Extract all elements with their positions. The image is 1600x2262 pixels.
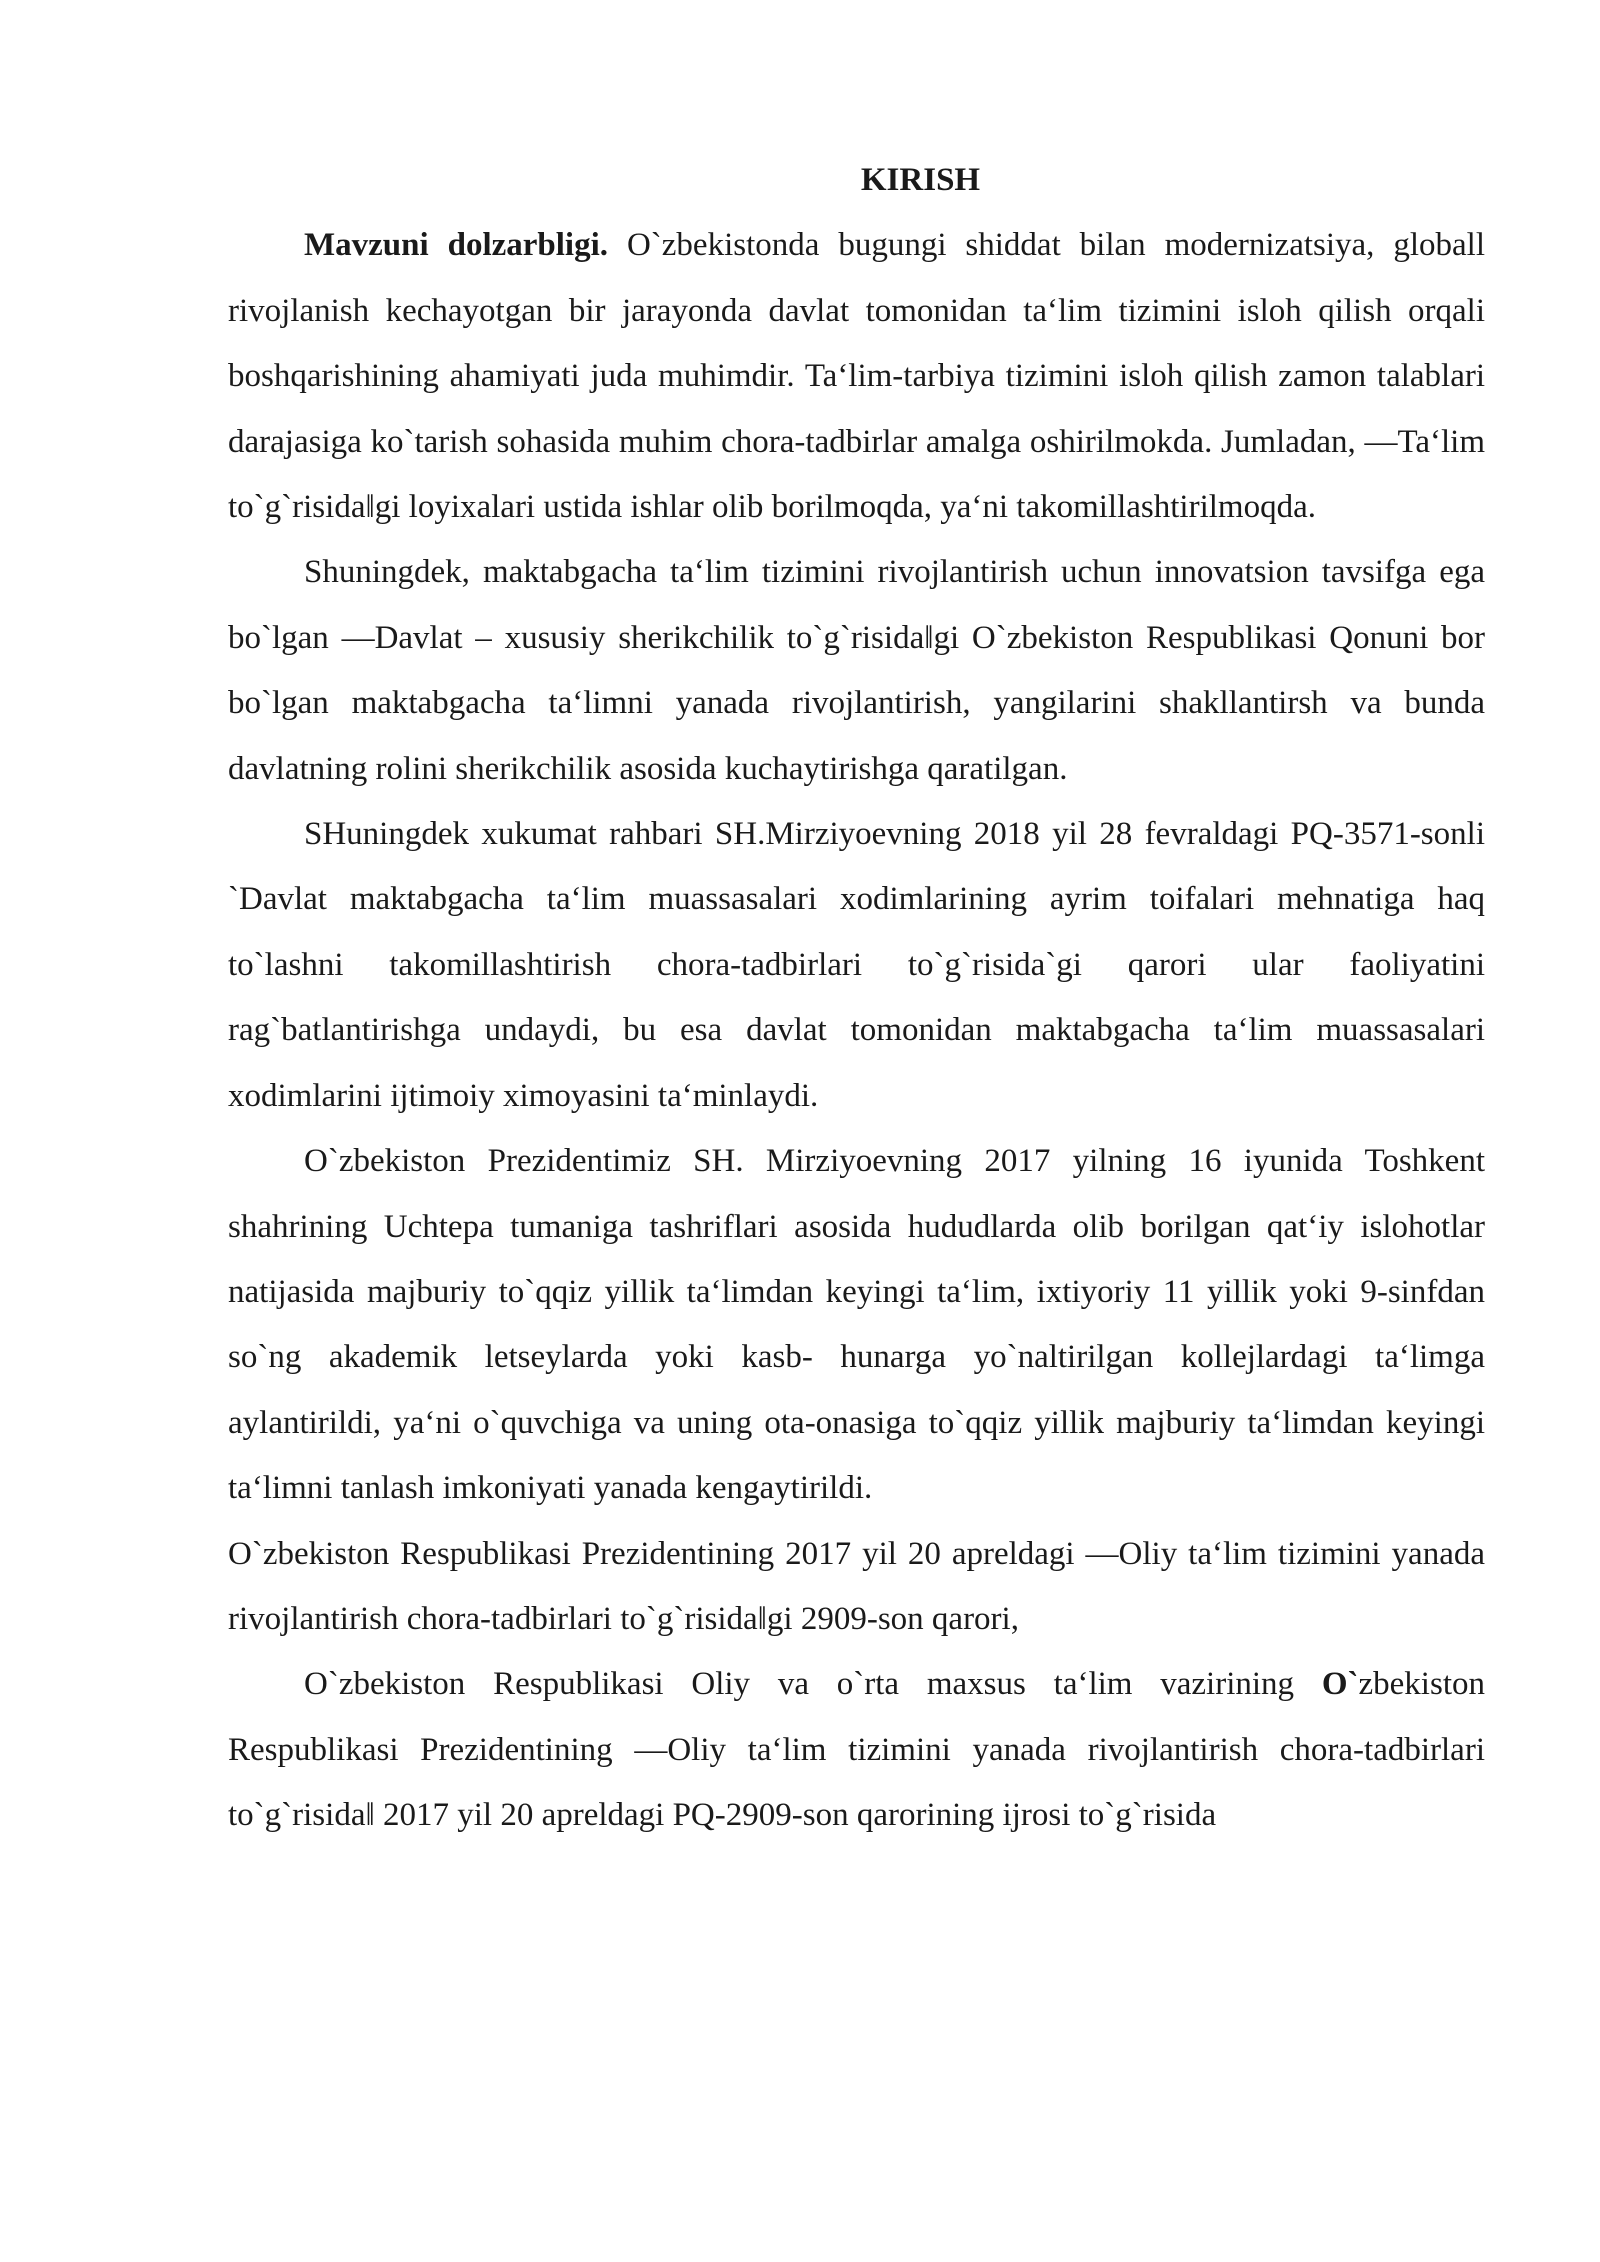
paragraph-partnership-law: Shuningdek, maktabgacha ta‘lim tizimini rivojlantirish uchun innovatsion tavsifga ega bo`lgan ―Davlat – xususiy sherikchilik to`g`risida‖gi O`zbekiston Respublikasi Qonuni bor bo`lgan maktabgacha ta‘limni yanada rivojlantirish, yangilarini shakllantirsh va bunda davlatning rolini sherikchilik asosida kuchaytirishga qaratilgan. [228,554,1485,787]
paragraph-text: O`zbekistonda bugungi shiddat bilan modernizatsiya, globall rivojlanish kechayotgan bir jarayonda davlat tomonidan ta‘lim tizimini isloh qilish orqali boshqarishining ahamiyati juda muhimdir. Ta‘lim-tarbiya tizimini isloh qilish zamon talablari darajasiga ko`tarish sohasida muhim chora-tadbirlar amalga oshirilmokda. Jumladan, ―Ta‘lim to`g`risida‖gi loyixalari ustida ishlar olib borilmoqda, ya‘ni takomillashtirilmoqda. [228,227,1486,526]
paragraph-relevance [228,213,1485,540]
paragraph-lead: Mavzuni dolzarbligi. [304,227,609,264]
paragraph-bold-fragment: O` [1321,1666,1359,1703]
page-title: KIRISH [860,162,981,198]
paragraph-resolution-2909: O`zbekiston Respublikasi Prezidentining 2017 yil 20 apreldagi ―Oliy ta‘lim tizimini yanada rivojlantirish chora-tadbirlari to`g`risida‖gi 2909-son qarori, [228,1535,1485,1637]
document-body [228,148,1485,1849]
paragraph-text: O`zbekiston Respublikasi Oliy va o`rta maxsus ta‘lim vazirining [304,1666,1322,1703]
paragraph-ministry-order [228,1652,1485,1848]
paragraph-education-reforms: O`zbekiston Prezidentimiz SH. Mirziyoevning 2017 yilning 16 iyunida Toshkent shahrining Uchtepa tumaniga tashriflari asosida hududlarda olib borilgan qat‘iy islohotlar natijasida majburiy to`qqiz yillik ta‘limdan keyingi ta‘lim, ixtiyoriy 11 yillik yoki 9-sinfdan so`ng akademik letseylarda yoki kasb- hunarga yo`naltirilgan kollejlardagi ta‘limga aylantirildi, ya‘ni o`quvchiga va uning ota-onasiga to`qqiz yillik majburiy ta‘limdan keyingi ta‘limni tanlash imkoniyati yanada kengaytirildi. [228,1143,1485,1507]
paragraph-text: zbekiston Respublikasi Prezidentining ―Oliy ta‘lim tizimini yanada rivojlantirish chora-tadbirlari to`g`risida‖ 2017 yil 20 apreldagi PQ-2909-son qarorining ijrosi to`g`risida [228,1666,1485,1834]
paragraph-resolution-3571: SHuningdek xukumat rahbari SH.Mirziyoevning 2018 yil 28 fevraldagi PQ-3571-sonli `Davlat maktabgacha ta‘lim muassasalari xodimlarining ayrim toifalari mehnatiga haq to`lashni takomillashtirish chora-tadbirlari to`g`risida`gi qarori ular faoliyatini rag`batlantirishga undaydi, bu esa davlat tomonidan maktabgacha ta‘lim muassasalari xodimlarini ijtimoiy ximoyasini ta‘minlaydi. [228,816,1485,1114]
